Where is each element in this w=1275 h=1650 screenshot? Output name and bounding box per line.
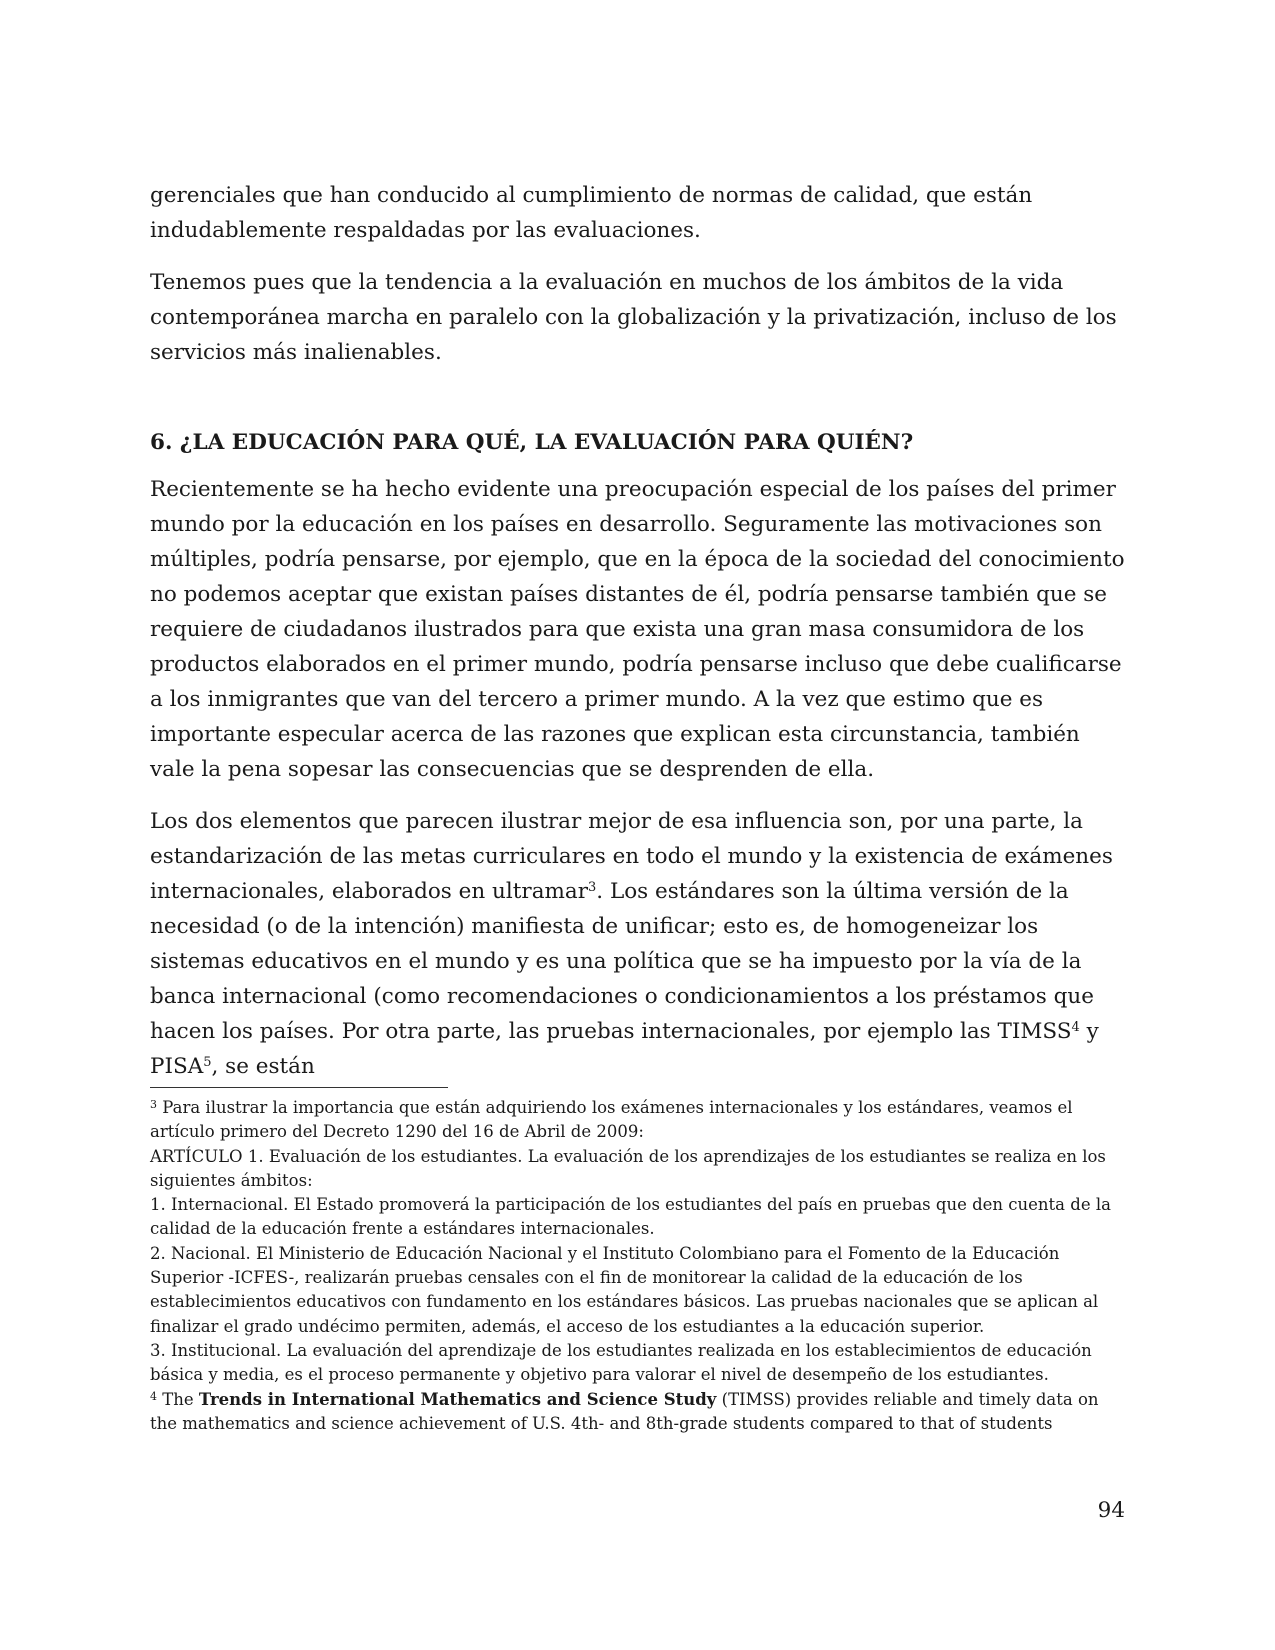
section-heading: 6. ¿LA EDUCACIÓN PARA QUÉ, LA EVALUACIÓN PARA QUIÉN? (150, 430, 914, 455)
footnote-3-marker: 3 (150, 1098, 157, 1111)
paragraph-4 (150, 804, 1130, 1084)
page-body (150, 178, 1130, 1101)
footnote-ref-5: 5 (203, 1055, 212, 1070)
paragraph-4-part3: y PISA (150, 1019, 1099, 1079)
paragraph-4-part1: Los dos elementos que parecen ilustrar mejor de esa influencia son, por una parte, la estandarización de las metas curriculares en todo el mundo y la existencia de exámenes internacionales, elaborados en ultramar (150, 809, 1113, 904)
footnote-3-item-3: 3. Institucional. La evaluación del aprendizaje de los estudiantes realizada en los establecimientos de educación básica y media, es el proceso permanente y objetivo para valorar el nivel de desempeño de los estudiantes. (150, 1340, 1092, 1385)
footnote-4-pre: The (157, 1389, 199, 1409)
paragraph-2: Tenemos pues que la tendencia a la evaluación en muchos de los ámbitos de la vida contemporánea marcha en paralelo con la globalización y la privatización, incluso de los servicios más inalienables. (150, 270, 1117, 365)
footnote-4-marker: 4 (150, 1389, 157, 1403)
footnote-3-intro-text: Para ilustrar la importancia que están adquiriendo los exámenes internacionales y los estándares, veamos el artículo primero del Decreto 1290 del 16 de Abril de 2009: (150, 1098, 1073, 1142)
footnote-4-post: (TIMSS) provides reliable and timely data on the mathematics and science achievement of U.S. 4th- and 8th-grade students compared to that of students (150, 1389, 1099, 1433)
footnote-4-bold: Trends in International Mathematics and Science Study (198, 1389, 717, 1409)
footnote-divider (150, 1087, 448, 1088)
footnotes (150, 1096, 1125, 1436)
footnote-3-item-2: 2. Nacional. El Ministerio de Educación Nacional y el Instituto Colombiano para el Fomento de la Educación Superior -ICFES-, realizarán pruebas censales con el fin de monitorear la calidad de la educación de los establecimientos educativos con fundamento en los estándares básicos. Las pruebas nacionales que se aplican al finalizar el grado undécimo permiten, además, el acceso de los estudiantes a la educación superior. (150, 1243, 1099, 1336)
footnote-3-item-1: 1. Internacional. El Estado promoverá la participación de los estudiantes del país en pruebas que den cuenta de la calidad de la educación frente a estándares internacionales. (150, 1195, 1111, 1239)
paragraph-3: Recientemente se ha hecho evidente una preocupación especial de los países del primer mundo por la educación en los países en desarrollo. Seguramente las motivaciones son múltiples, podría pensarse, por ejemplo, que en la época de la sociedad del conocimiento no podemos aceptar que existan países distantes de él, podría pensarse también que se requiere de ciudadanos ilustrados para que exista una gran masa consumidora de los productos elaborados en el primer mundo, podría pensarse incluso que debe cualificarse a los inmigrantes que van del tercero a primer mundo. A la vez que estimo que es importante especular acerca de las razones que explican esta circunstancia, también vale la pena sopesar las consecuencias que se desprenden de ella. (150, 477, 1125, 782)
footnote-ref-3: 3 (588, 880, 597, 895)
page-number: 94 (1097, 1498, 1125, 1523)
paragraph-1: gerenciales que han conducido al cumplimiento de normas de calidad, que están indudablemente respaldadas por las evaluaciones. (150, 183, 1033, 243)
footnote-4 (150, 1388, 1125, 1437)
paragraph-4-part2: . Los estándares son la última versión de la necesidad (o de la intención) manifiesta de unificar; esto es, de homogeneizar los sistemas educativos en el mundo y es una política que se ha impuesto por la vía de la banca internacional (como recomendaciones o condicionamientos a los préstamos que hacen los países. Por otra parte, las pruebas internacionales, por ejemplo las TIMSS (150, 879, 1094, 1044)
footnote-ref-4: 4 (1071, 1020, 1080, 1035)
footnote-3-article: ARTÍCULO 1. Evaluación de los estudiantes. La evaluación de los aprendizajes de los estudiantes se realiza en los siguientes ámbitos: (150, 1146, 1106, 1190)
footnote-3-intro (150, 1096, 1125, 1145)
paragraph-4-part4: , se están (211, 1054, 315, 1079)
